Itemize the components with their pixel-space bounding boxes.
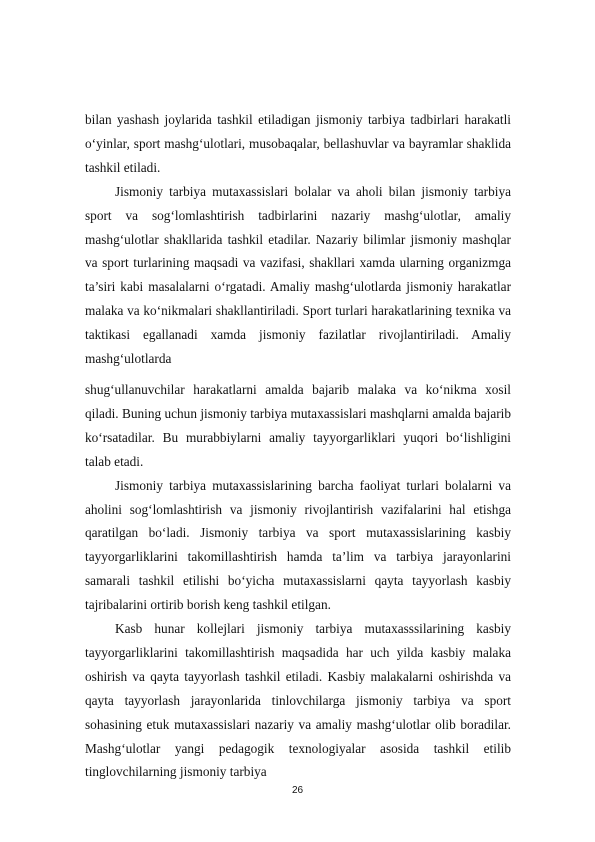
body-text [85,108,511,784]
page-number: 26 [291,785,304,796]
paragraph-specialist-activities: Jismoniy tarbiya mutaxassislarining barcha faoliyat turlari bolalarni va aholini sog‘lomlashtirish va jismoniy rivojlantirish vazifalarini hal etishga qaratilgan bo‘ladi. Jismoniy tarbiya va sport mutaxassislarining kasbiy tayyorgarliklarini takomillashtirish hamda ta’lim va tarbiya jarayonlarini samarali tashkil etilishi bo‘yicha mutaxassislarni qayta tayyorlash kasbiy tajribalarini ortirib borish keng tashkil etilgan. [85,477,511,613]
paragraph-qualification-improvement: Kasb hunar kollejlari jismoniy tarbiya mutaxasssilarining kasbiy tayyorgarliklarini takomillashtirish maqsadida har uch yilda kasbiy malaka oshirish va qayta tayyorlash tashkil etiladi. Kasbiy malakalarni oshirishda va qayta tayyorlash jarayonlarida tinlovchilarga jismoniy tarbiya va sport sohasining etuk mutaxassislari nazariy va amaliy mashg‘ulotlar olib boradilar. Mashg‘ulotlar yangi pedagogik texnologiyalar asosida tashkil etilib tinglovchilarning jismoniy tarbiya [85,621,511,780]
paragraph-organization-forms: Jismoniy tarbiya mutaxassislari bolalar va aholi bilan jismoniy tarbiya sport va sog‘lomlashtirish tadbirlarini nazariy mashg‘ulotlar, amaliy mashg‘ulotlar shakllarida tashkil etadilar. Nazariy bilimlar jismoniy mashqlar va sport turlarining maqsadi va vazifasi, shakllari xamda ularning organizmga ta’siri kabi masalalarni o‘rgatadi. Amaliy mashg‘ulotlarda jismoniy harakatlar malaka va ko‘nikmalari shakllantiriladi. Sport turlari harakatlarining texnika va taktikasi egallanadi xamda jismoniy fazilatlar rivojlantiriladi. Amaliy mashg‘ulotlarda [85,183,511,367]
paragraph-continuation: bilan yashash joylarida tashkil etiladigan jismoniy tarbiya tadbirlari harakatli o‘yinlar, sport mashg‘ulotlari, musobaqalar, bellashuvlar va bayramlar shaklida tashkil etiladi. [85,112,511,175]
paragraph-practical-skills: shug‘ullanuvchilar harakatlarni amalda bajarib malaka va ko‘nikma xosil qiladi. Buning uchun jismoniy tarbiya mutaxassislari mashqlarni amalda bajarib ko‘rsatadilar. Bu murabbiylarni amaliy tayyorgarliklari yuqori bo‘lishligini talab etadi. [85,381,511,469]
